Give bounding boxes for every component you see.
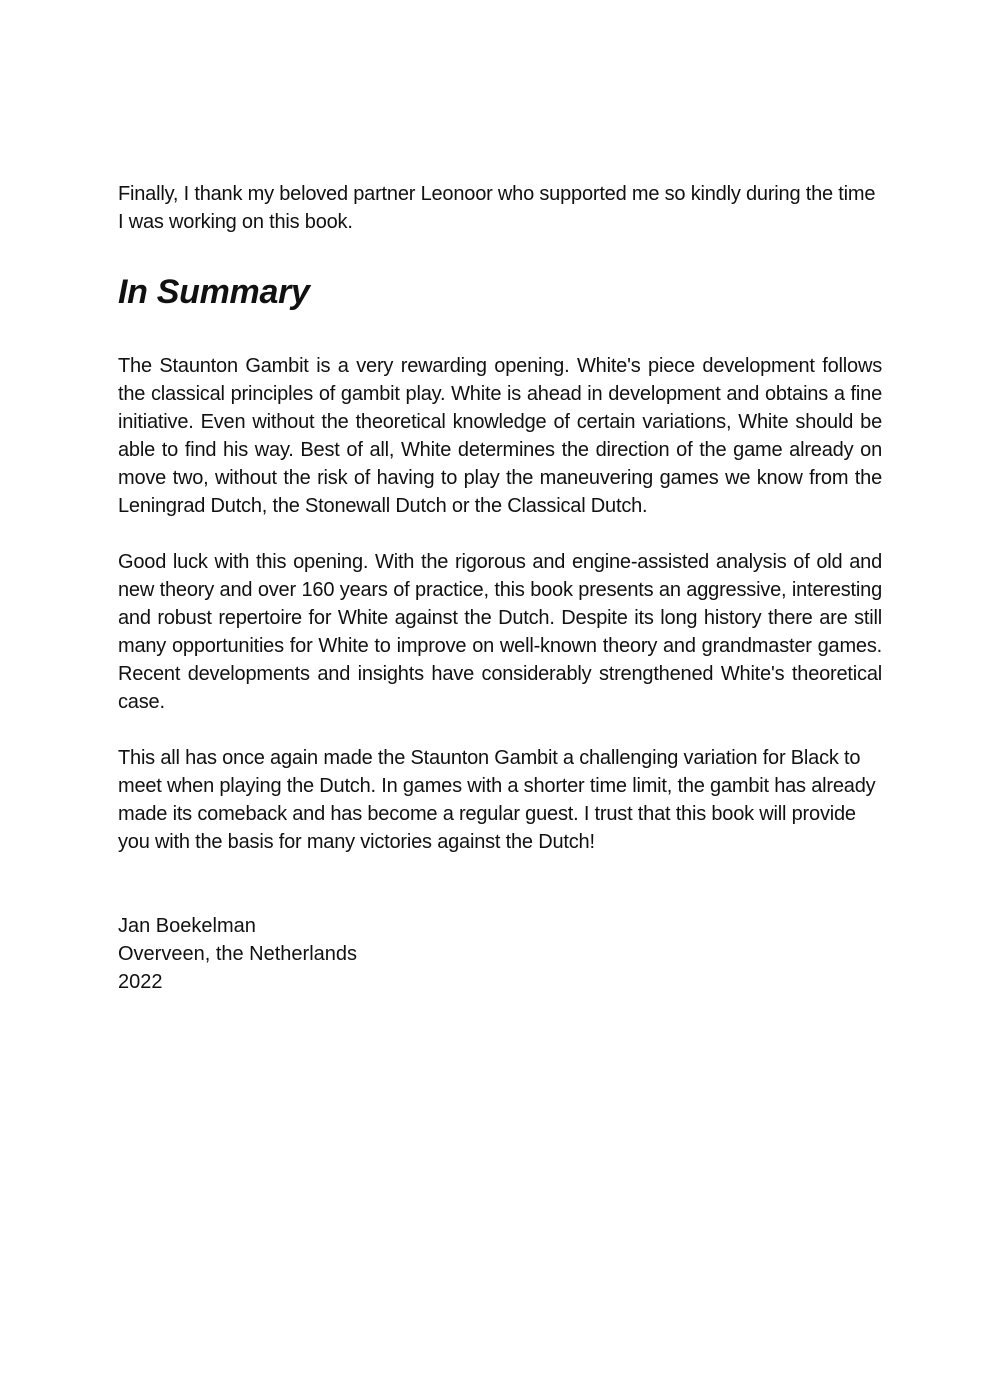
summary-paragraph-1: The Staunton Gambit is a very rewarding opening. White's piece development follows the classical principles of gambit play. White is ahead in development and obtains a fine initiative. Even without the theoretical knowledge of certain variations, White should be able to find his way. Best of all, White determines the direction of the game already on move two, without the risk of having to play the maneuvering games we know from the Leningrad Dutch, the Stonewall Dutch or the Classical Dutch. <box>118 355 882 517</box>
section-heading: In Summary <box>118 273 310 311</box>
author-place: Overveen, the Netherlands <box>118 943 358 965</box>
intro-paragraph: Finally, I thank my beloved partner Leonoor who supported me so kindly during the time I was working on this book. <box>118 183 876 233</box>
author-name: Jan Boekelman <box>118 915 256 937</box>
author-year: 2022 <box>118 971 163 993</box>
signature-block <box>118 912 882 996</box>
summary-paragraph-2: Good luck with this opening. With the rigorous and engine-assisted analysis of old and new theory and over 160 years of practice, this book presents an aggressive, interesting and robust repertoire for White against the Dutch. Despite its long history there are still many opportunities for White to improve on well-known theory and grandmaster games. Recent developments and insights have considerably strengthened White's theoretical case. <box>118 551 882 713</box>
summary-paragraph-3: This all has once again made the Staunton Gambit a challenging variation for Black to meet when playing the Dutch. In games with a shorter time limit, the gambit has already made its comeback and has become a regular guest. I trust that this book will provide you with the basis for many victories against the Dutch! <box>118 747 876 853</box>
document-page <box>118 180 882 996</box>
